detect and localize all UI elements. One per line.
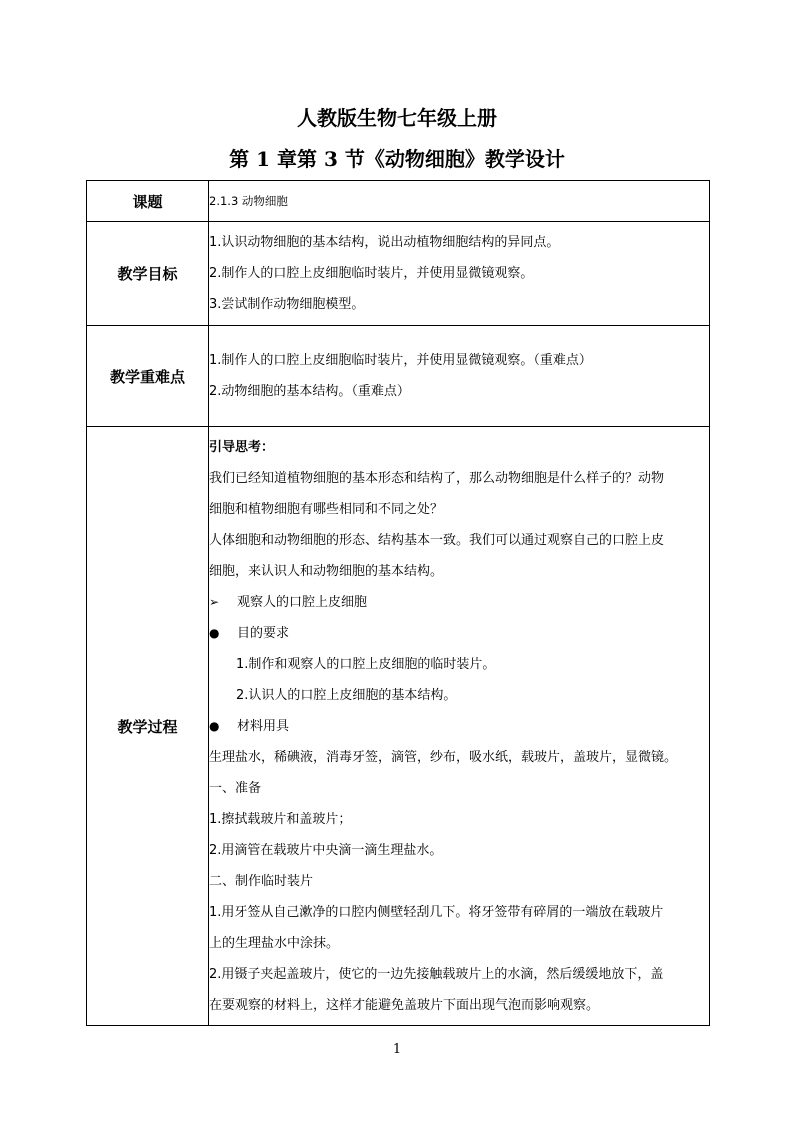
objective-line: 1.认识动物细胞的基本结构，说出动植物细胞结构的异同点。 <box>209 235 560 250</box>
row-content-process <box>209 427 710 1026</box>
row-content-key-points <box>209 326 710 427</box>
row-content-objectives <box>209 222 710 326</box>
process-line: 1.制作和观察人的口腔上皮细胞的临时装片。 <box>236 656 496 672</box>
process-dot-item <box>209 711 709 742</box>
lesson-plan-table <box>86 180 710 1026</box>
document-subtitle: 第 1 章第 3 节《动物细胞》教学设计 <box>229 147 565 171</box>
process-line: 2.用镊子夹起盖玻片，使它的一边先接触载玻片上的水滴，然后缓缓地放下，盖 <box>209 966 664 982</box>
page-number: 1 <box>392 1042 402 1057</box>
row-content-topic <box>209 181 710 222</box>
table-row <box>87 427 710 1026</box>
process-line: 1.用牙签从自己漱净的口腔内侧壁轻刮几下。将牙签带有碎屑的一端放在载玻片 <box>209 904 664 920</box>
process-dot-item <box>209 618 709 649</box>
process-line: 1.擦拭载玻片和盖玻片； <box>209 811 352 827</box>
process-line: 上的生理盐水中涂抹。 <box>209 935 340 951</box>
process-line: 一、准备 <box>209 780 262 796</box>
process-line: 引导思考： <box>209 439 275 455</box>
process-line: 人体细胞和动物细胞的形态、结构基本一致。我们可以通过观察自己的口腔上皮 <box>209 532 665 548</box>
process-line: 在要观察的材料上，这样才能避免盖玻片下面出现气泡而影响观察。 <box>209 997 600 1013</box>
process-line: 我们已经知道植物细胞的基本形态和结构了，那么动物细胞是什么样子的？动物 <box>209 470 665 486</box>
key-point-line: 2.动物细胞的基本结构。（重难点） <box>209 384 410 399</box>
process-line: 观察人的口腔上皮细胞 <box>237 594 368 610</box>
arrow-bullet-icon: ➢ <box>209 594 220 609</box>
topic-text: 2.1.3 动物细胞 <box>209 193 288 208</box>
process-line: 材料用具 <box>237 718 290 734</box>
process-line: 2.用滴管在载玻片中央滴一滴生理盐水。 <box>209 842 443 858</box>
process-line: 生理盐水，稀碘液，消毒牙签，滴管，纱布，吸水纸，载玻片，盖玻片，显微镜。 <box>209 749 678 765</box>
process-line: 目的要求 <box>237 625 290 641</box>
objective-line: 3.尝试制作动物细胞模型。 <box>209 297 365 312</box>
process-line: 细胞和植物细胞有哪些相同和不同之处？ <box>209 501 444 517</box>
table-row <box>87 326 710 427</box>
objective-line: 2.制作人的口腔上皮细胞临时装片，并使用显微镜观察。 <box>209 266 534 281</box>
row-label-topic: 课题 <box>87 181 209 222</box>
dot-bullet-icon: ● <box>209 718 220 733</box>
process-line: 细胞，来认识人和动物细胞的基本结构。 <box>209 563 444 579</box>
document-title: 人教版生物七年级上册 <box>297 106 497 130</box>
row-label-process: 教学过程 <box>87 427 209 1026</box>
key-point-line: 1.制作人的口腔上皮细胞临时装片，并使用显微镜观察。（重难点） <box>209 353 592 368</box>
row-label-objectives: 教学目标 <box>87 222 209 326</box>
table-row <box>87 181 710 222</box>
table-row <box>87 222 710 326</box>
process-line: 2.认识人的口腔上皮细胞的基本结构。 <box>236 687 457 703</box>
dot-bullet-icon: ● <box>209 625 220 640</box>
row-label-key-points: 教学重难点 <box>87 326 209 427</box>
process-line: 二、制作临时装片 <box>209 873 314 889</box>
process-arrow-item <box>209 587 709 618</box>
